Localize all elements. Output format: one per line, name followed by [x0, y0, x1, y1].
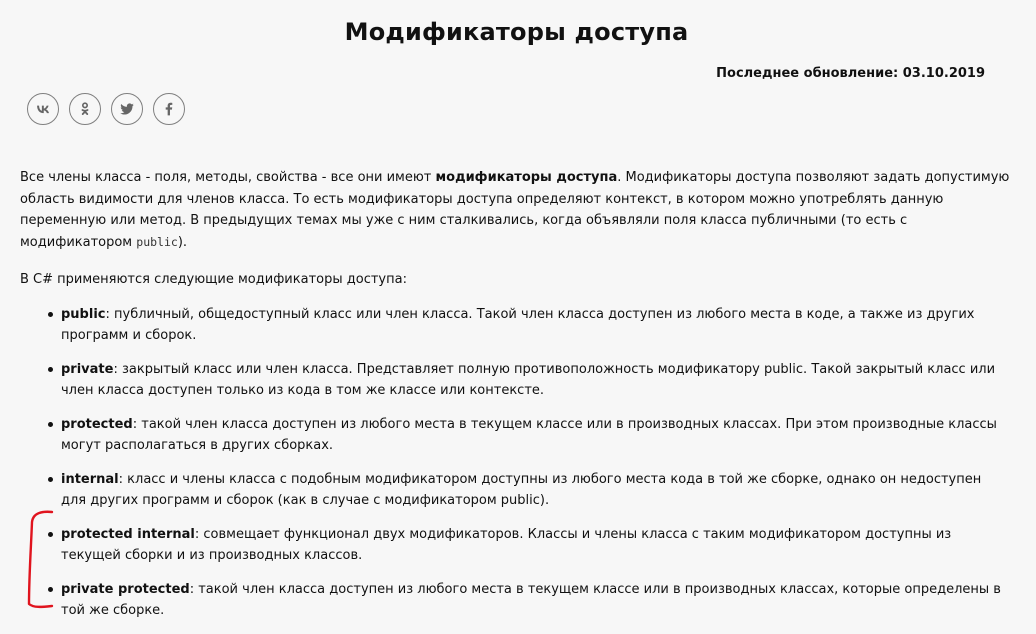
page-title: Модификаторы доступа — [344, 18, 689, 46]
list-item — [48, 579, 1010, 622]
modifier-term: private — [61, 361, 114, 377]
modifier-description: : класс и члены класса с подобным модификатором доступны из любого места кода в той же сборке, однако он недоступен для других программ и сборок (как в случае с модификатором public). — [61, 471, 982, 508]
list-item — [48, 524, 1010, 567]
modifier-term: internal — [61, 471, 119, 487]
intro-text-continued: . Модификаторы доступа позволяют задать допустимую область видимости для членов класса. То есть модификаторы доступа определяют контекст, в котором можно употреблять данную переменную или метод. В предыдущих темах мы уже с ним сталкивались, когда объявляли поля класса публичными (то есть с модификатором — [20, 170, 1010, 250]
last-updated: Последнее обновление: 03.10.2019 — [716, 66, 985, 81]
intro-text-end: ). — [177, 234, 188, 250]
modifier-term: public — [61, 306, 106, 322]
intro-paragraph — [20, 167, 1010, 253]
list-item — [48, 359, 1010, 402]
facebook-icon — [160, 100, 178, 118]
social-share-bar — [27, 93, 185, 125]
odnoklassniki-icon — [76, 100, 94, 118]
inline-code: public — [136, 234, 178, 249]
list-item — [48, 304, 1010, 347]
intro-text: Все члены класса - поля, методы, свойства - все они имеют — [20, 170, 436, 185]
article-body — [20, 167, 1010, 634]
modifiers-list — [20, 304, 1010, 622]
modifier-term: protected — [61, 416, 133, 432]
modifier-description: : такой член класса доступен из любого места в текущем классе или в производных классах. При этом производные классы могут располагаться в других сборках. — [61, 416, 997, 453]
list-item — [48, 469, 1010, 512]
odnoklassniki-share-button[interactable] — [69, 93, 101, 125]
intro-highlight: модификаторы доступа — [435, 170, 618, 185]
modifier-description: : закрытый класс или член класса. Представляет полную противоположность модификатору public. Такой закрытый класс или член класса доступен только из кода в том же классе или контексте. — [61, 361, 996, 398]
vk-icon — [34, 100, 52, 118]
list-intro: В C# применяются следующие модификаторы доступа: — [20, 272, 407, 287]
twitter-icon — [118, 100, 136, 118]
modifier-term: protected internal — [61, 526, 195, 542]
modifier-description: : такой член класса доступен из любого места в текущем классе или в производных классах, которые определены в той же сборке. — [61, 581, 1001, 618]
modifier-description: : публичный, общедоступный класс или член класса. Такой член класса доступен из любого места в коде, а также из других программ и сборок. — [61, 306, 975, 343]
modifier-term: private protected — [61, 581, 190, 597]
twitter-share-button[interactable] — [111, 93, 143, 125]
list-item — [48, 414, 1010, 457]
modifier-description: : совмещает функционал двух модификаторов. Классы и члены класса с таким модификатором доступны из текущей сборки и из производных классов. — [61, 526, 952, 563]
facebook-share-button[interactable] — [153, 93, 185, 125]
vk-share-button[interactable] — [27, 93, 59, 125]
